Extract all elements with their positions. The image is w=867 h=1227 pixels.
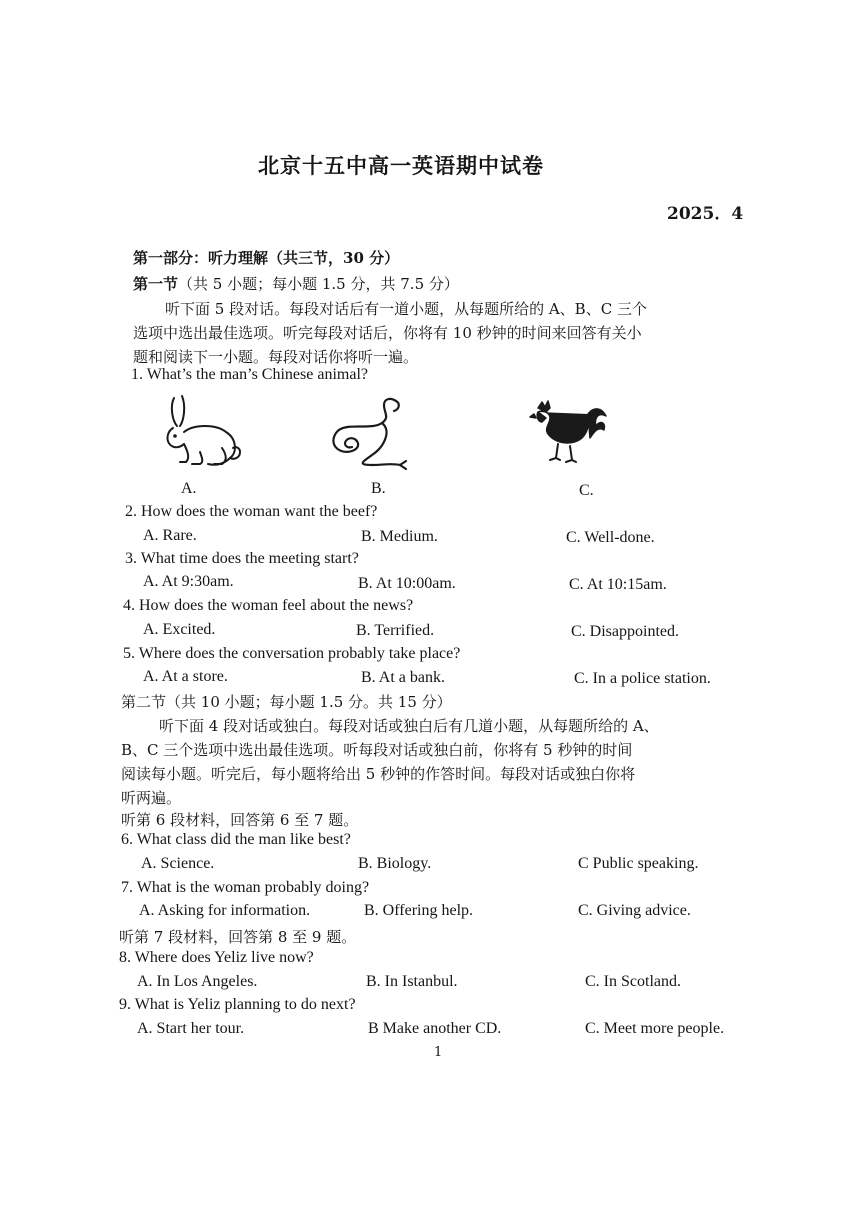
q5-option-b: B. At a bank. xyxy=(361,669,445,686)
q8-text: 8. Where does Yeliz live now? xyxy=(119,949,314,966)
q6-text: 6. What class did the man like best? xyxy=(121,831,351,848)
q1-option-c: C. xyxy=(579,482,594,499)
rabbit-image xyxy=(160,392,246,472)
snake-image xyxy=(326,395,406,471)
material-7-note: 听第 7 段材料，回答第 8 至 9 题。 xyxy=(119,928,357,946)
section1-heading: 第一节 xyxy=(133,275,179,293)
section1-instr-line3: 题和阅读下一小题。每段对话你将听一遍。 xyxy=(133,348,419,366)
q1-option-a: A. xyxy=(181,480,197,497)
section1-note: （共 5 小题；每小题 1.5 分，共 7.5 分） xyxy=(178,275,459,293)
section1-instr-line2: 选项中选出最佳选项。听完每段对话后，你将有 10 秒钟的时间来回答有关小 xyxy=(133,324,642,342)
q9-option-a: A. Start her tour. xyxy=(137,1020,245,1037)
q9-option-c: C. Meet more people. xyxy=(585,1020,725,1037)
q1-text: 1. What’s the man’s Chinese animal? xyxy=(131,366,368,383)
q1-option-b: B. xyxy=(371,480,386,497)
q6-option-a: A. Science. xyxy=(141,855,215,872)
q2-option-c: C. Well-done. xyxy=(566,529,655,546)
q5-option-a: A. At a store. xyxy=(143,668,228,685)
q2-option-a: A. Rare. xyxy=(143,527,197,544)
q2-option-b: B. Medium. xyxy=(361,528,438,545)
page-number: 1 xyxy=(434,1045,443,1060)
q9-option-b: B Make another CD. xyxy=(368,1020,502,1037)
q8-option-b: B. In Istanbul. xyxy=(366,973,458,990)
q3-text: 3. What time does the meeting start? xyxy=(125,550,359,567)
q3-option-b: B. At 10:00am. xyxy=(358,575,456,592)
q3-option-c: C. At 10:15am. xyxy=(569,576,667,593)
q4-text: 4. How does the woman feel about the news? xyxy=(123,597,414,614)
q7-option-b: B. Offering help. xyxy=(364,902,474,919)
section1-header xyxy=(133,273,459,294)
q4-option-a: A. Excited. xyxy=(143,621,216,638)
rooster-image xyxy=(528,398,608,466)
q8-option-c: C. In Scotland. xyxy=(585,973,681,990)
material-6-note: 听第 6 段材料，回答第 6 至 7 题。 xyxy=(121,811,359,829)
q5-text: 5. Where does the conversation probably take place? xyxy=(123,645,461,662)
q8-option-a: A. In Los Angeles. xyxy=(137,973,258,990)
q6-option-b: B. Biology. xyxy=(358,855,432,872)
q7-option-c: C. Giving advice. xyxy=(578,902,691,919)
section2-instr-line4: 听两遍。 xyxy=(121,789,182,807)
q9-text: 9. What is Yeliz planning to do next? xyxy=(119,996,356,1013)
section2-instr-line2: B、C 三个选项中选出最佳选项。听每段对话或独白前，你将有 5 秒钟的时间 xyxy=(121,741,633,759)
section2-header xyxy=(121,691,452,712)
q3-option-a: A. At 9:30am. xyxy=(143,573,234,590)
q6-option-c: C Public speaking. xyxy=(578,855,699,872)
q2-text: 2. How does the woman want the beef? xyxy=(125,503,378,520)
section2-heading: 第二节 xyxy=(121,693,167,711)
q7-option-a: A. Asking for information. xyxy=(139,902,311,919)
q7-text: 7. What is the woman probably doing? xyxy=(121,879,370,896)
section2-instr-line1: 听下面 4 段对话或独白。每段对话或独白后有几道小题，从每题所给的 A、 xyxy=(159,717,659,735)
q4-option-c: C. Disappointed. xyxy=(571,623,679,640)
exam-title: 北京十五中高一英语期中试卷 xyxy=(258,153,544,178)
exam-date: 2025．4 xyxy=(667,204,744,224)
part1-heading: 第一部分：听力理解（共三节，30 分） xyxy=(133,249,400,267)
section2-note: （共 10 小题；每小题 1.5 分。共 15 分） xyxy=(166,693,452,711)
section1-instr-line1: 听下面 5 段对话。每段对话后有一道小题，从每题所给的 A、B、C 三个 xyxy=(165,300,647,318)
q5-option-c: C. In a police station. xyxy=(574,670,711,687)
section2-instr-line3: 阅读每小题。听完后，每小题将给出 5 秒钟的作答时间。每段对话或独白你将 xyxy=(121,765,636,783)
q4-option-b: B. Terrified. xyxy=(356,622,435,639)
